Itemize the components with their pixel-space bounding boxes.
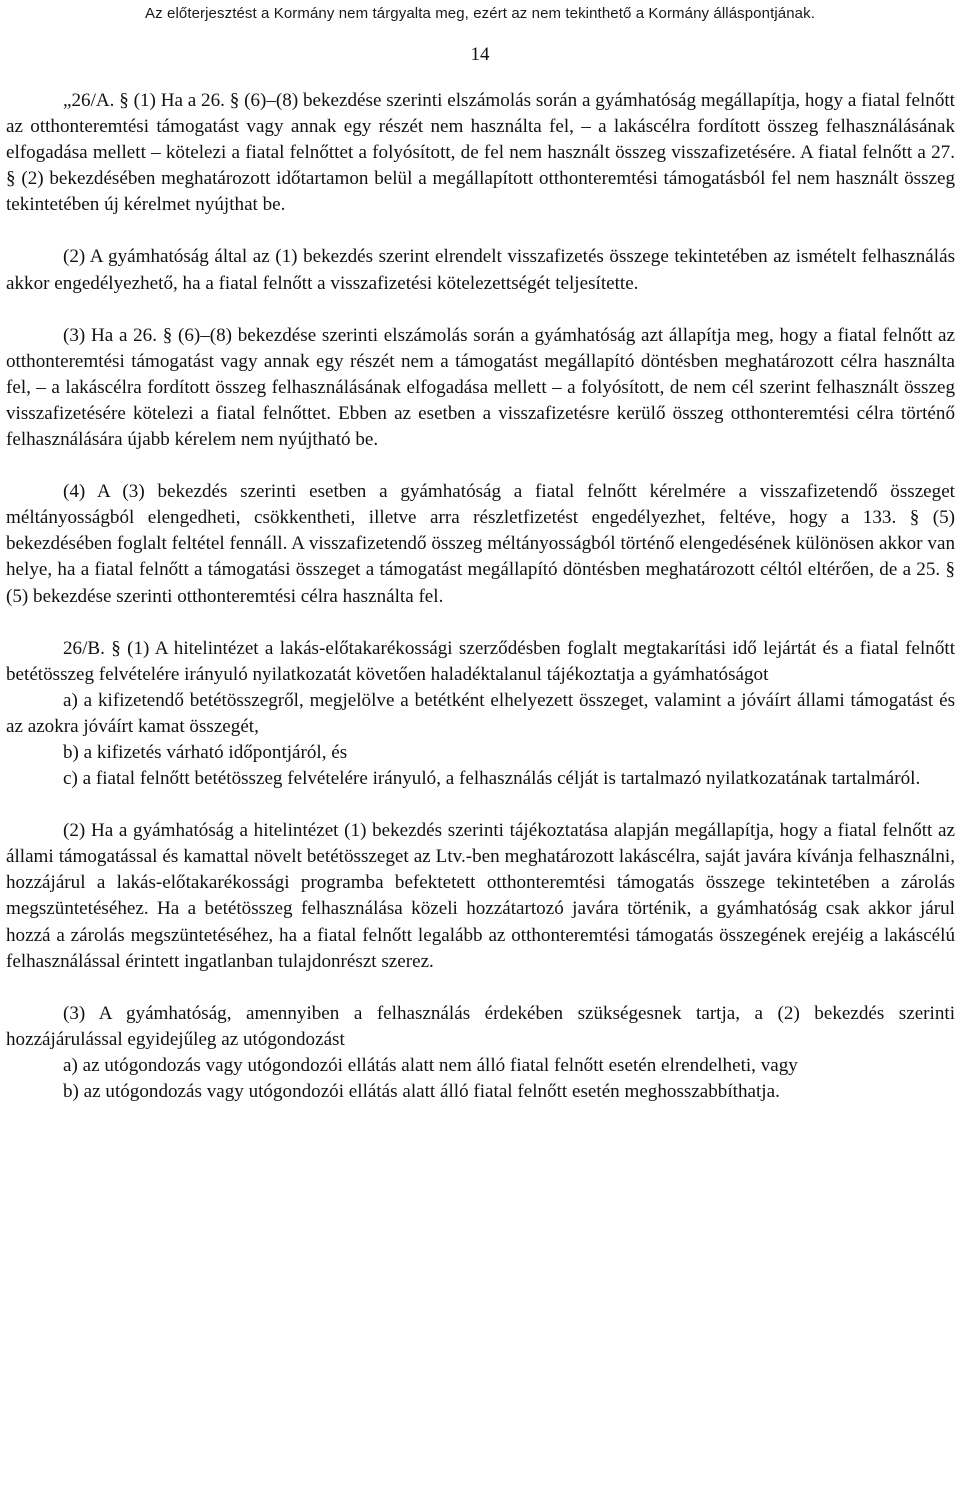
list-item-3a: a) az utógondozás vagy utógondozói ellátás alatt nem álló fiatal felnőtt esetén elrendelheti, vagy [63,1054,798,1076]
list-item-3b: b) az utógondozás vagy utógondozói ellátás alatt álló fiatal felnőtt esetén meghosszabbíthatja. [63,1081,780,1102]
paragraph-26a-3: (3) Ha a 26. § (6)–(8) bekezdése szerinti elszámolás során a gyámhatóság azt állapítja meg, hogy a fiatal felnőtt az otthonteremtési támogatást vagy annak egy részét nem a támogatást megállapító döntésben meghatározott célra használta fel, – a lakáscélra fordított összeg felhasználásának elfogadása mellett – a folyósított, de nem cél szerint felhasznált összeg visszafizetésére kötelezi a fiatal felnőttet. Ebben az esetben a visszafizetésre kerülő összeg otthonteremtési célra történő felhasználására újabb kérelem nem nyújtható be. [6,324,955,451]
paragraph-26a-2: (2) A gyámhatóság által az (1) bekezdés szerint elrendelt visszafizetés összege tekintetében az ismételt felhasználás akkor engedélyezhető, ha a fiatal felnőtt a visszafizetési kötelezettségét teljesítette. [6,246,955,294]
paragraph-26b-3: (3) A gyámhatóság, amennyiben a felhasználás érdekében szükségesnek tartja, a (2) bekezdés szerinti hozzájárulással egyidejűleg az utógondozást [6,1002,955,1050]
paragraph-26b-1: 26/B. § (1) A hitelintézet a lakás-előtakarékossági szerződésben foglalt megtakarítási idő lejártát és a fiatal felnőtt betétösszeg felvételére irányuló nyilatkozatát követően haladéktalanul tájékoztatja a gyámhatóságot [6,637,955,685]
document-disclaimer: Az előterjesztést a Kormány nem tárgyalta meg, ezért az nem tekinthető a Kormány álláspontjának. [145,5,815,22]
list-item-a: a) a kifizetendő betétösszegről, megjelölve a betétként elhelyezett összeget, valamint a jóváírt állami támogatást és az azokra jóváírt kamat összegét, [6,689,955,737]
paragraph-26a-4: (4) A (3) bekezdés szerinti esetben a gyámhatóság a fiatal felnőtt kérelmére a visszafizetendő összeget méltányosságból elengedheti, csökkentheti, illetve arra részletfizetést engedélyezhet, feltéve, hogy a 133. § (5) bekezdésében foglalt feltétel fennáll. A visszafizetendő összeg méltányosságból történő elengedésének különösen akkor van helye, ha a fiatal felnőtt a támogatási összeget a támogatást megállapító döntésben meghatározott céltól eltérően, de a 25. § (5) bekezdése szerinti otthonteremtési célra használta fel. [6,481,955,607]
paragraph-26a-1: „26/A. § (1) Ha a 26. § (6)–(8) bekezdése szerinti elszámolás során a gyámhatóság megállapítja, hogy a fiatal felnőtt az otthonteremtési támogatást vagy annak egy részét nem használta fel, – a lakáscélra fordított összeg felhasználásának elfogadása mellett – kötelezi a fiatal felnőttet a folyósított, de fel nem használt összeg visszafizetésére. A fiatal felnőtt a 27. § (2) bekezdésében meghatározott időtartamon belül a megállapított otthonteremtési támogatásból fel nem használt összeg tekintetében új kérelmet nyújthat be. [6,90,955,216]
document-body [6,88,955,1105]
page-number: 14 [470,44,490,65]
list-item-c: c) a fiatal felnőtt betétösszeg felvételére irányuló, a felhasználás célját is tartalmazó nyilatkozatának tartalmáról. [63,768,921,790]
paragraph-26b-2: (2) Ha a gyámhatóság a hitelintézet (1) bekezdés szerinti tájékoztatása alapján megállapítja, hogy a fiatal felnőtt az állami támogatással és kamattal növelt betétösszeget az Ltv.-ben meghatározott lakáscélra, saját javára kívánja felhasználni, hozzájárul a lakás-előtakarékossági programba befektetett otthonteremtési támogatás összege tekintetében a zárolás megszüntetéséhez. Ha a betétösszeg felhasználása közeli hozzátartozó javára történik, a gyámhatóság csak akkor járul hozzá a zárolás megszüntetéséhez, ha a fiatal felnőtt legalább az otthonteremtési támogatás összegének erejéig a lakáscélú felhasználással érintett ingatlanban tulajdonrészt szerez. [6,820,955,972]
list-item-b: b) a kifizetés várható időpontjáról, és [63,741,348,763]
